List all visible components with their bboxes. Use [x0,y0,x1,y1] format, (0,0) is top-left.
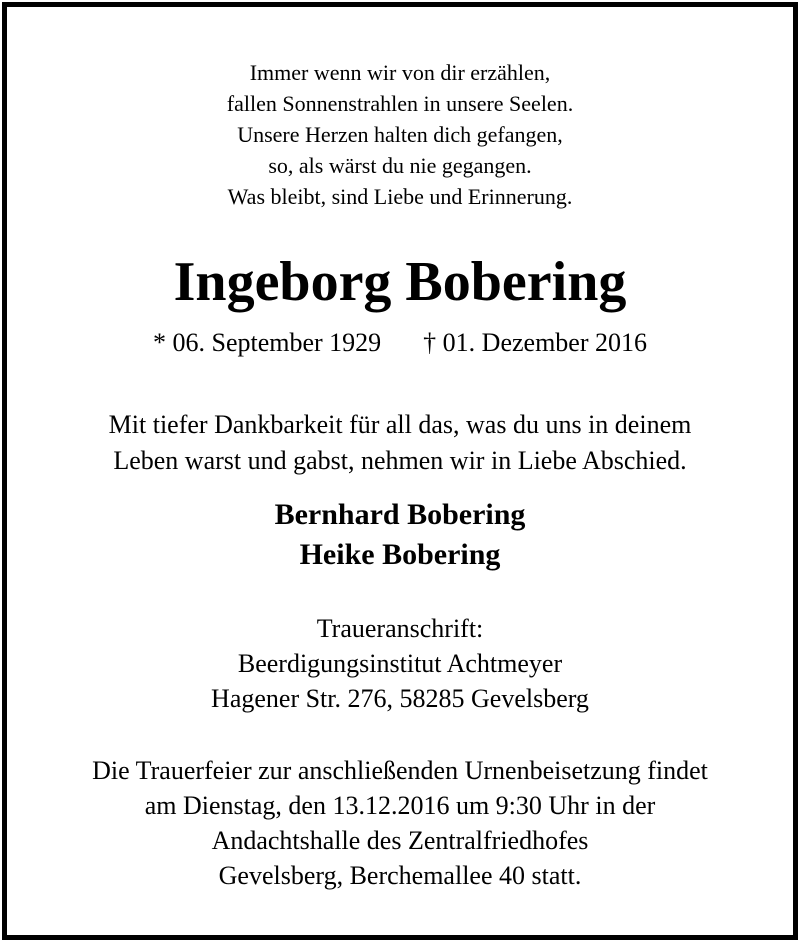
death-date: † 01. Dezember 2016 [423,328,647,357]
deceased-name: Ingeborg Bobering [173,251,627,313]
poem-line: fallen Sonnenstrahlen in unsere Seelen. [226,91,574,116]
ceremony-line: am Dienstag, den 13.12.2016 um 9:30 Uhr in der [144,791,656,820]
address-street: Hagener Str. 276, 58285 Gevelsberg [211,684,589,713]
mourners [7,495,793,575]
ceremony-line: Gevelsberg, Berchemallee 40 statt. [218,861,582,890]
birth-date: * 06. September 1929 [152,328,382,357]
poem-line: Immer wenn wir von dir erzählen, [249,60,551,85]
farewell-line: Mit tiefer Dankbarkeit für all das, was du uns in deinem [108,410,692,439]
mourning-address [7,611,793,716]
memorial-poem [7,57,793,212]
farewell-text [7,407,793,479]
poem-line: so, als wärst du nie gegangen. [268,153,532,178]
address-label: Traueranschrift: [316,614,484,643]
ceremony-info [7,753,793,893]
mourner-name: Bernhard Bobering [274,498,526,531]
mourner-name: Heike Bobering [299,538,501,571]
poem-line: Unsere Herzen halten dich gefangen, [237,122,563,147]
obituary-notice [7,7,793,935]
ceremony-line: Andachtshalle des Zentralfriedhofes [211,826,589,855]
farewell-line: Leben warst und gabst, nehmen wir in Liebe Abschied. [113,446,687,475]
address-company: Beerdigungsinstitut Achtmeyer [237,649,563,678]
ceremony-line: Die Trauerfeier zur anschließenden Urnenbeisetzung findet [92,756,708,785]
life-dates [7,325,793,361]
poem-line: Was bleibt, sind Liebe und Erinnerung. [227,184,573,209]
